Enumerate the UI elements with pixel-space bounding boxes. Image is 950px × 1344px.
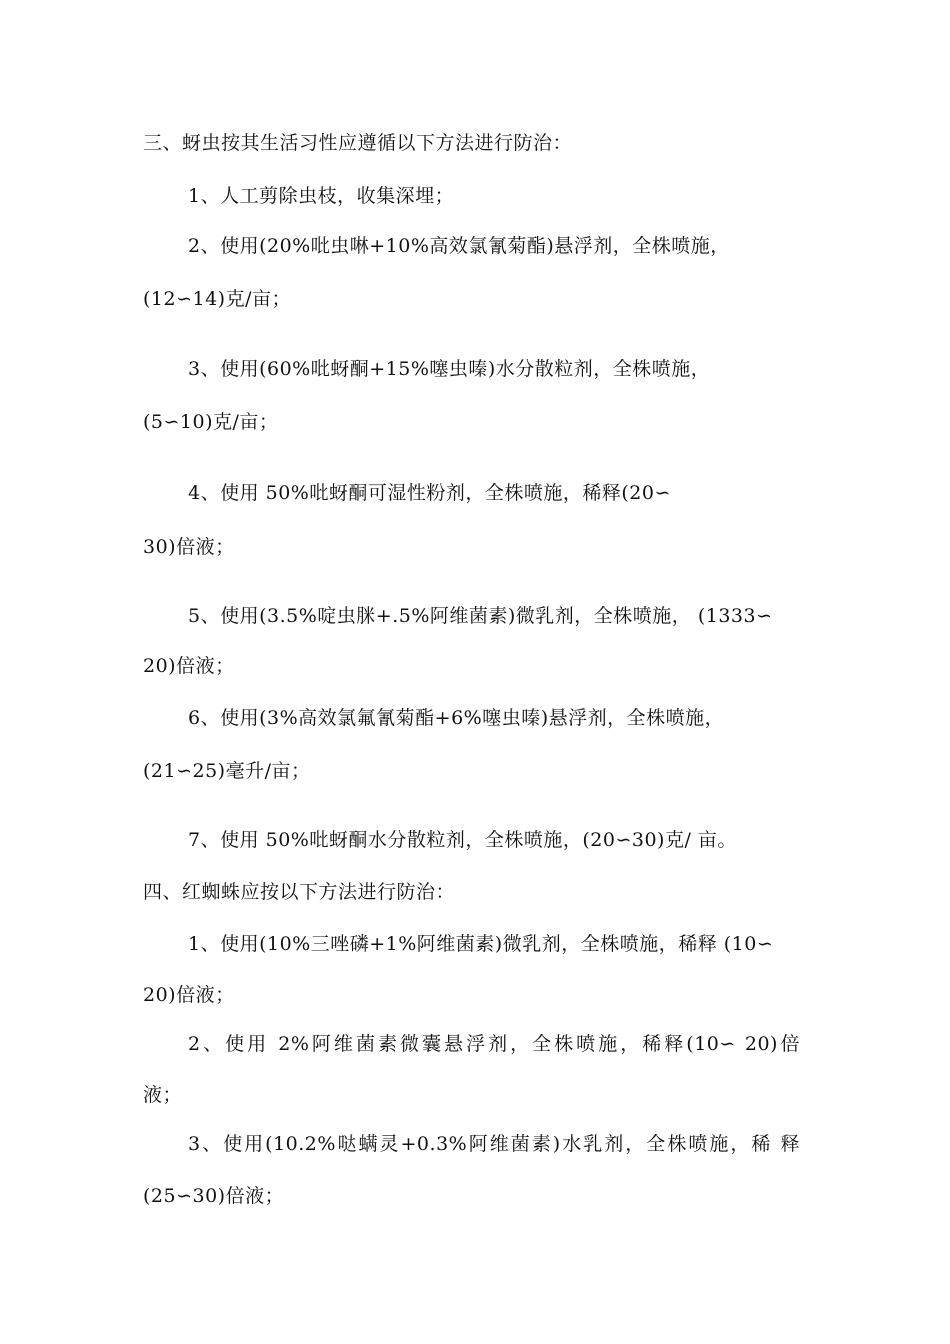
- section-3-item-4-line-1: 4、使用 50%吡蚜酮可湿性粉剂，全株喷施，稀释(20∽: [188, 482, 671, 504]
- section-3-item-2-line-1: 2、使用(20%吡虫啉+10%高效氯氰菊酯)悬浮剂，全株喷施，: [188, 235, 730, 257]
- section-3-item-7: 7、使用 50%吡蚜酮水分散粒剂，全株喷施，(20∽30)克/ 亩。: [188, 829, 737, 851]
- section-3-item-2-line-2: (12∽14)克/亩；: [143, 288, 292, 310]
- section-4-item-1-line-2: 20)倍液；: [143, 984, 235, 1006]
- section-4-item-3-line-1: 3、使用(10.2%哒螨灵+0.3%阿维菌素)水乳剂，全株喷施，稀 释: [188, 1133, 800, 1155]
- section-4-item-3-line-2: (25∽30)倍液；: [143, 1185, 285, 1207]
- section-4-item-2-line-1: 2、使用 2%阿维菌素微囊悬浮剂，全株喷施，稀释(10∽ 20)倍: [188, 1033, 800, 1055]
- section-3-item-4-line-2: 30)倍液；: [143, 536, 235, 558]
- section-4-item-2-line-2: 液；: [143, 1084, 183, 1106]
- section-4-heading: 四、红蜘蛛应按以下方法进行防治：: [143, 881, 456, 903]
- section-3-item-5-line-2: 20)倍液；: [143, 655, 235, 677]
- section-3-item-1: 1、人工剪除虫枝，收集深埋；: [188, 185, 455, 207]
- section-3-item-6-line-1: 6、使用(3%高效氯氟氰菊酯+6%噻虫嗪)悬浮剂，全株喷施，: [188, 707, 725, 729]
- section-3-heading: 三、蚜虫按其生活习性应遵循以下方法进行防治：: [143, 132, 573, 154]
- section-3-item-6-line-2: (21∽25)毫升/亩；: [143, 760, 311, 782]
- section-3-item-3-line-2: (5∽10)克/亩；: [143, 411, 279, 433]
- section-4-item-1-line-1: 1、使用(10%三唑磷+1%阿维菌素)微乳剂，全株喷施，稀释 (10∽: [188, 933, 774, 955]
- section-3-item-5-line-1: 5、使用(3.5%啶虫脒+.5%阿维菌素)微乳剂，全株喷施， (1333∽: [188, 605, 773, 627]
- section-3-item-3-line-1: 3、使用(60%吡蚜酮+15%噻虫嗪)水分散粒剂，全株喷施，: [188, 358, 711, 380]
